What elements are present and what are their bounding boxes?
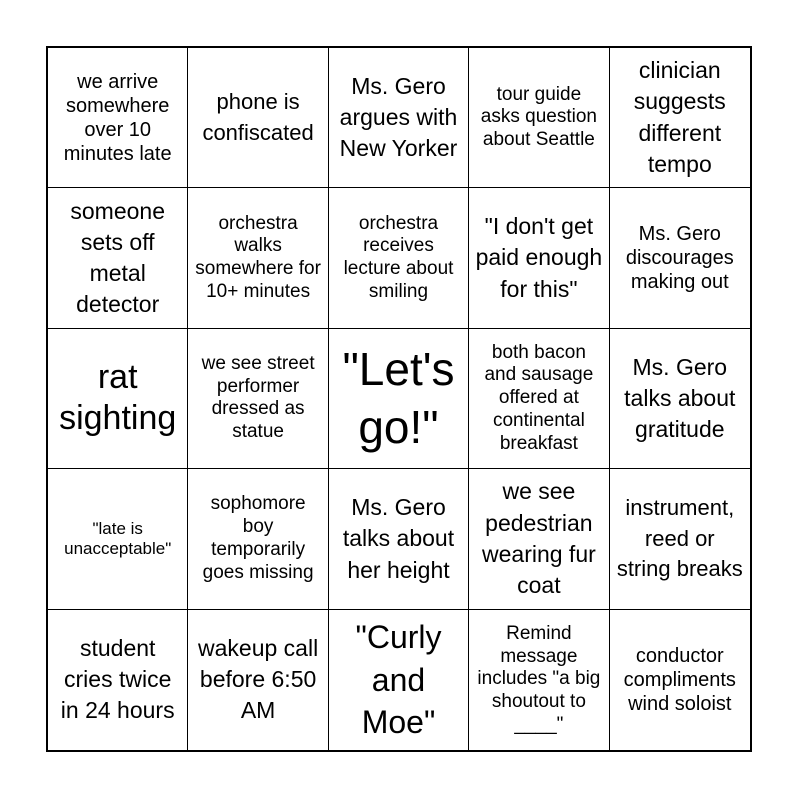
bingo-cell[interactable] bbox=[329, 469, 469, 609]
cell-text: student cries twice in 24 hours bbox=[60, 634, 175, 724]
cell-text: clinician suggests different tempo bbox=[633, 57, 726, 177]
cell-text: "Curly and Moe" bbox=[355, 619, 442, 740]
bingo-cell[interactable] bbox=[469, 48, 609, 188]
bingo-cell[interactable] bbox=[48, 610, 188, 750]
bingo-cell[interactable] bbox=[329, 610, 469, 750]
bingo-cell[interactable] bbox=[188, 329, 328, 469]
bingo-cell[interactable] bbox=[188, 610, 328, 750]
cell-text: "Let's go!" bbox=[342, 342, 455, 454]
bingo-cell[interactable] bbox=[48, 48, 188, 188]
bingo-cell[interactable] bbox=[610, 469, 750, 609]
cell-text: orchestra walks somewhere for 10+ minutes bbox=[195, 212, 321, 302]
cell-text: sophomore boy temporarily goes missing bbox=[202, 493, 314, 583]
bingo-cell[interactable] bbox=[469, 188, 609, 328]
cell-text: Ms. Gero argues with New Yorker bbox=[339, 72, 458, 162]
bingo-cell[interactable] bbox=[610, 48, 750, 188]
bingo-cell[interactable] bbox=[329, 48, 469, 188]
cell-text: Ms. Gero talks about her height bbox=[342, 493, 455, 583]
bingo-cell-free[interactable] bbox=[329, 329, 469, 469]
cell-text: rat sighting bbox=[59, 358, 177, 438]
bingo-cell[interactable] bbox=[469, 329, 609, 469]
cell-text: "late is unacceptable" bbox=[64, 518, 172, 558]
bingo-cell[interactable] bbox=[188, 469, 328, 609]
cell-text: phone is confiscated bbox=[202, 89, 314, 145]
bingo-cell[interactable] bbox=[469, 610, 609, 750]
bingo-card bbox=[46, 46, 752, 752]
bingo-cell[interactable] bbox=[469, 469, 609, 609]
cell-text: Ms. Gero talks about gratitude bbox=[624, 353, 736, 443]
cell-text: conductor compliments wind soloist bbox=[623, 644, 736, 715]
bingo-cell[interactable] bbox=[188, 48, 328, 188]
bingo-cell[interactable] bbox=[188, 188, 328, 328]
cell-text: we see street performer dressed as statue bbox=[201, 352, 315, 443]
bingo-cell[interactable] bbox=[48, 469, 188, 609]
cell-text: Remind message includes "a big shoutout to ____" bbox=[477, 622, 601, 735]
bingo-cell[interactable] bbox=[610, 188, 750, 328]
cell-text: we arrive somewhere over 10 minutes late bbox=[63, 70, 172, 165]
cell-text: we see pedestrian wearing fur coat bbox=[482, 478, 596, 599]
bingo-cell[interactable] bbox=[329, 188, 469, 328]
cell-text: someone sets off metal detector bbox=[70, 197, 165, 318]
bingo-cell[interactable] bbox=[610, 610, 750, 750]
cell-text: "I don't get paid enough for this" bbox=[475, 213, 603, 302]
bingo-cell[interactable] bbox=[48, 188, 188, 328]
cell-text: tour guide asks question about Seattle bbox=[480, 83, 597, 151]
cell-text: Ms. Gero discourages making out bbox=[625, 223, 734, 294]
cell-text: instrument, reed or string breaks bbox=[616, 495, 743, 582]
cell-text: orchestra receives lecture about smiling bbox=[343, 212, 454, 302]
bingo-cell[interactable] bbox=[48, 329, 188, 469]
cell-text: both bacon and sausage offered at continental breakfast bbox=[484, 341, 594, 454]
bingo-cell[interactable] bbox=[610, 329, 750, 469]
cell-text: wakeup call before 6:50 AM bbox=[198, 634, 319, 724]
